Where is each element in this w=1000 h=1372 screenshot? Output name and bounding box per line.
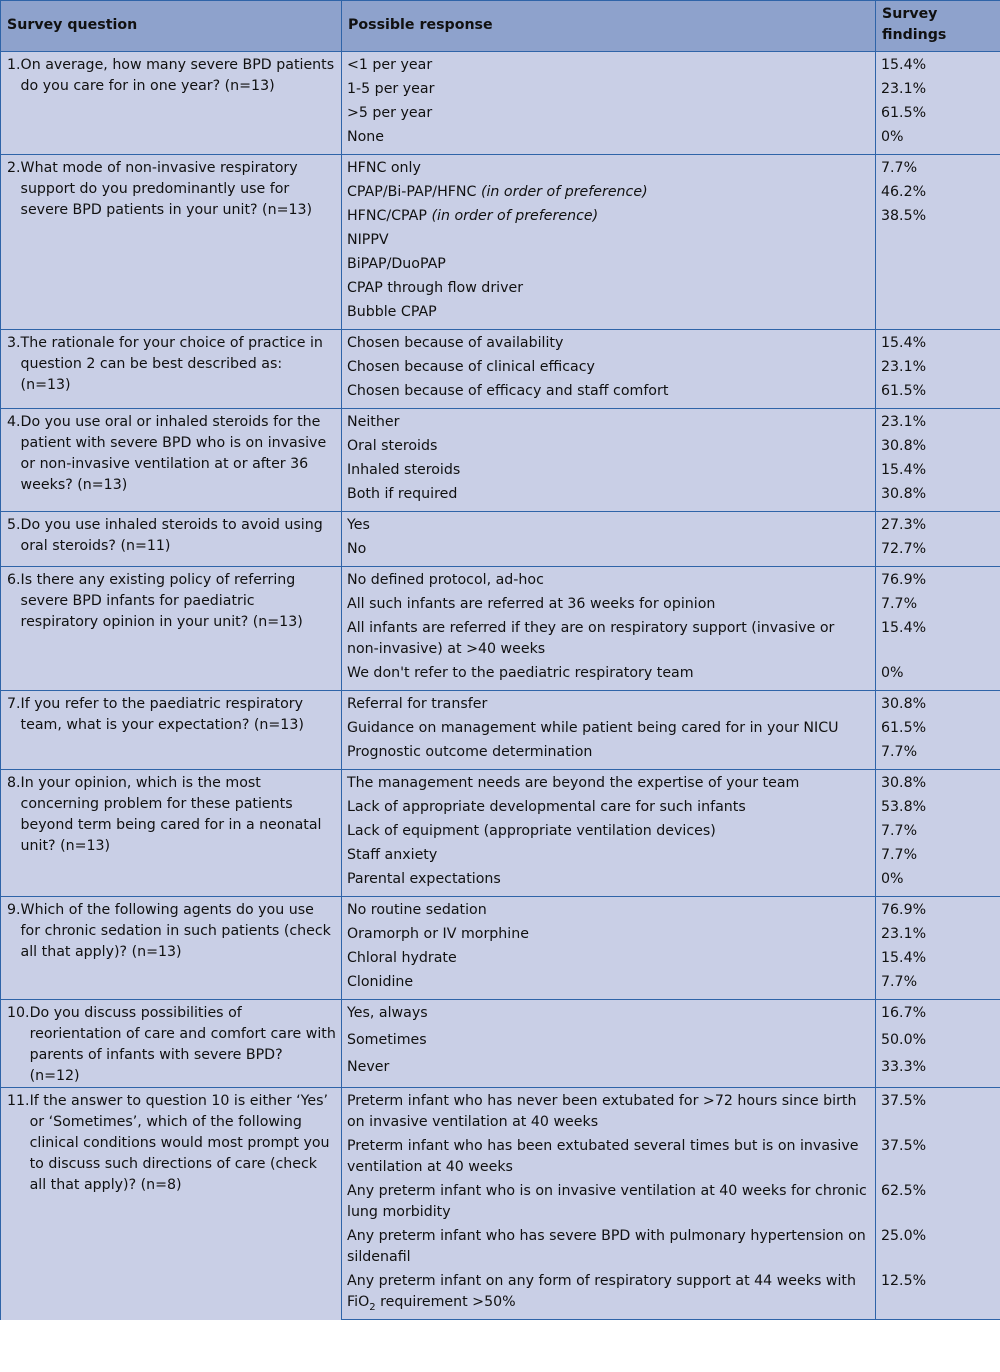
response-text: Guidance on management while patient being cared for in your NICU [347,720,839,736]
finding-value: 76.9% [881,572,927,588]
question-number: 7. [7,696,21,712]
response-text: Yes [347,517,370,533]
survey-finding-cell [876,253,1000,277]
finding-value: 7.7% [881,847,918,863]
question-number: 6. [7,572,21,588]
finding-value: 23.1% [881,926,927,942]
possible-response-cell [342,409,876,436]
response-text: Referral for transfer [347,696,488,712]
survey-finding-cell [876,1270,1000,1320]
finding-value: 33.3% [881,1058,927,1075]
response-text: 1-5 per year [347,81,435,97]
possible-response-cell [342,1225,876,1270]
finding-value: 61.5% [881,720,927,736]
response-note: (in order of preference) [480,184,648,200]
question-text: If you refer to the paediatric respiratory team, what is your expectation? (n=13) [20,696,304,733]
question-text: Which of the following agents do you use for chronic sedation in such patients (check all that apply)? (n=13) [20,902,331,960]
finding-value: 61.5% [881,383,927,399]
possible-response-cell [342,593,876,617]
finding-value: 53.8% [881,799,927,815]
survey-finding-cell [876,820,1000,844]
possible-response-cell [342,538,876,567]
survey-body [1,52,1000,1320]
finding-value: 30.8% [881,696,927,712]
survey-finding-cell [876,1029,1000,1056]
response-text: Prognostic outcome determination [347,744,593,760]
possible-response-cell [342,868,876,897]
response-text: Oramorph or IV morphine [347,926,529,942]
possible-response-cell [342,1135,876,1180]
survey-finding-cell [876,277,1000,301]
possible-response-cell [342,52,876,79]
table-row [1,330,1000,357]
possible-response-cell [342,483,876,512]
survey-finding-cell [876,567,1000,594]
survey-finding-cell [876,205,1000,229]
table-row [1,409,1000,436]
finding-value: 30.8% [881,438,927,454]
survey-finding-cell [876,617,1000,662]
response-text: Chosen because of efficacy and staff comfort [347,383,669,399]
survey-question-cell [1,1000,342,1088]
possible-response-cell [342,1270,876,1320]
survey-finding-cell [876,741,1000,770]
possible-response-cell [342,1088,876,1136]
finding-value: 7.7% [881,596,918,612]
finding-value: 25.0% [881,1228,927,1244]
question-text: On average, how many severe BPD patients do you care for in one year? (n=13) [20,57,335,94]
finding-value: 15.4% [881,620,927,636]
possible-response-cell [342,662,876,691]
question-text: Is there any existing policy of referring severe BPD infants for paediatric respiratory opinion in your unit? (n=13) [20,572,303,630]
response-text: CPAP/Bi-PAP/HFNC [347,184,477,200]
possible-response-cell [342,897,876,924]
table-row [1,52,1000,79]
finding-value: 15.4% [881,462,927,478]
response-text: HFNC/CPAP [347,208,427,224]
response-text: Chosen because of clinical efficacy [347,359,595,375]
response-text: Clonidine [347,974,414,990]
survey-finding-cell [876,102,1000,126]
question-number: 2. [7,160,21,176]
survey-question-cell [1,409,342,512]
finding-value: 0% [881,871,904,887]
possible-response-cell [342,923,876,947]
possible-response-cell [342,435,876,459]
response-text: We don't refer to the paediatric respiratory team [347,665,694,681]
table-row [1,1000,1000,1030]
possible-response-cell [342,1029,876,1056]
survey-finding-cell [876,796,1000,820]
survey-finding-cell [876,1225,1000,1270]
survey-finding-cell [876,717,1000,741]
response-text-tail: requirement >50% [375,1294,516,1310]
finding-value: 76.9% [881,902,927,918]
survey-question-cell [1,897,342,1000]
finding-value: 30.8% [881,775,927,791]
finding-value: 7.7% [881,744,918,760]
response-text: Chosen because of availability [347,335,564,351]
response-text: <1 per year [347,57,433,73]
question-number: 8. [7,775,21,791]
finding-value: 30.8% [881,486,927,502]
survey-question-cell [1,330,342,409]
question-number: 1. [7,57,21,73]
response-text: All such infants are referred at 36 weeks for opinion [347,596,716,612]
response-text: Preterm infant who has never been extubated for >72 hours since birth on invasive ventilation at 40 weeks [347,1093,857,1130]
survey-finding-cell [876,380,1000,409]
possible-response-cell [342,155,876,182]
survey-question-cell [1,770,342,897]
survey-finding-cell [876,126,1000,155]
finding-value: 23.1% [881,359,927,375]
survey-finding-cell [876,78,1000,102]
response-text: Neither [347,414,400,430]
possible-response-cell [342,229,876,253]
finding-value: 62.5% [881,1183,927,1199]
response-text: CPAP through flow driver [347,280,524,296]
survey-finding-cell [876,459,1000,483]
question-number: 10. [7,1005,30,1021]
survey-finding-cell [876,512,1000,539]
possible-response-cell [342,741,876,770]
response-text: Any preterm infant who is on invasive ventilation at 40 weeks for chronic lung morbidity [347,1183,867,1220]
response-text: Preterm infant who has been extubated several times but is on invasive ventilation at 40 weeks [347,1138,859,1175]
finding-value: 16.7% [881,1005,927,1021]
response-text: BiPAP/DuoPAP [347,256,446,272]
survey-finding-cell [876,1180,1000,1225]
finding-value: 0% [881,129,904,145]
possible-response-cell [342,181,876,205]
survey-question-cell [1,155,342,330]
question-number: 3. [7,335,21,351]
question-number: 4. [7,414,21,430]
survey-finding-cell [876,947,1000,971]
finding-value: 7.7% [881,974,918,990]
question-number: 5. [7,517,21,533]
question-number: 9. [7,902,21,918]
response-text: Parental expectations [347,871,501,887]
table-row [1,567,1000,594]
response-text: Staff anxiety [347,847,438,863]
possible-response-cell [342,356,876,380]
header-possible-response: Possible response [342,1,876,52]
response-text: All infants are referred if they are on respiratory support (invasive or non-invasive) at >40 weeks [347,620,835,657]
possible-response-cell [342,796,876,820]
finding-value: 37.5% [881,1093,927,1109]
survey-finding-cell [876,770,1000,797]
possible-response-cell [342,277,876,301]
finding-value: 12.5% [881,1273,927,1289]
question-text: In your opinion, which is the most concerning problem for these patients beyond term being cared for in a neonatal unit? (n=13) [20,775,322,854]
question-text: The rationale for your choice of practice in question 2 can be best described as: (n=13) [20,335,323,393]
response-text: No routine sedation [347,902,487,918]
possible-response-cell [342,512,876,539]
response-text: Bubble CPAP [347,304,437,320]
table-row [1,691,1000,718]
question-text: Do you discuss possibilities of reorientation of care and comfort care with parents of infants with severe BPD? (n=12) [29,1005,336,1084]
finding-value: 15.4% [881,57,927,73]
survey-finding-cell [876,1088,1000,1136]
response-note: (in order of preference) [431,208,599,224]
survey-question-cell [1,691,342,770]
response-text: Lack of equipment (appropriate ventilation devices) [347,823,716,839]
question-text: Do you use oral or inhaled steroids for the patient with severe BPD who is on invasive or non-invasive ventilation at or after 36 weeks? (n=13) [20,414,327,493]
table-row [1,897,1000,924]
response-text: Any preterm infant on any form of respiratory support at 44 weeks with FiO [347,1273,856,1310]
finding-value: 7.7% [881,160,918,176]
survey-finding-cell [876,868,1000,897]
response-subscript: 2 [369,1301,376,1313]
possible-response-cell [342,102,876,126]
finding-value: 27.3% [881,517,927,533]
finding-value: 50.0% [881,1032,927,1049]
finding-value: 72.7% [881,541,927,557]
question-text: Do you use inhaled steroids to avoid using oral steroids? (n=11) [20,517,323,554]
possible-response-cell [342,844,876,868]
possible-response-cell [342,253,876,277]
response-text: Yes, always [347,1005,428,1021]
finding-value: 37.5% [881,1138,927,1154]
survey-finding-cell [876,691,1000,718]
survey-question-cell [1,567,342,691]
finding-value: 23.1% [881,414,927,430]
finding-value: 38.5% [881,208,927,224]
response-text: The management needs are beyond the expertise of your team [347,775,800,791]
finding-value: 15.4% [881,335,927,351]
finding-value: 46.2% [881,184,927,200]
response-text: Oral steroids [347,438,438,454]
survey-finding-cell [876,1135,1000,1180]
header-survey-findings: Survey findings [876,1,1000,52]
response-text: Both if required [347,486,458,502]
possible-response-cell [342,617,876,662]
survey-question-cell [1,1088,342,1320]
response-text: Never [347,1058,390,1075]
finding-value: 61.5% [881,105,927,121]
table-row [1,155,1000,182]
possible-response-cell [342,301,876,330]
possible-response-cell [342,205,876,229]
survey-finding-cell [876,483,1000,512]
survey-finding-cell [876,356,1000,380]
survey-question-cell [1,52,342,155]
possible-response-cell [342,459,876,483]
header-row [1,1,1000,52]
possible-response-cell [342,691,876,718]
possible-response-cell [342,1180,876,1225]
survey-finding-cell [876,971,1000,1000]
survey-finding-cell [876,435,1000,459]
possible-response-cell [342,126,876,155]
possible-response-cell [342,770,876,797]
possible-response-cell [342,380,876,409]
survey-finding-cell [876,181,1000,205]
survey-finding-cell [876,330,1000,357]
response-text: >5 per year [347,105,433,121]
survey-finding-cell [876,1056,1000,1088]
possible-response-cell [342,971,876,1000]
finding-value: 7.7% [881,823,918,839]
question-text: If the answer to question 10 is either ‘Yes’ or ‘Sometimes’, which of the following clinical conditions would most prompt you to discuss such directions of care (check all that apply)? (n=8) [29,1093,330,1193]
response-text: Inhaled steroids [347,462,461,478]
response-text: Any preterm infant who has severe BPD with pulmonary hypertension on sildenafil [347,1228,866,1265]
response-text: No defined protocol, ad-hoc [347,572,544,588]
finding-value: 23.1% [881,81,927,97]
survey-finding-cell [876,229,1000,253]
survey-finding-cell [876,897,1000,924]
survey-finding-cell [876,52,1000,79]
possible-response-cell [342,820,876,844]
survey-finding-cell [876,1000,1000,1030]
survey-finding-cell [876,301,1000,330]
response-text: HFNC only [347,160,421,176]
table-row [1,770,1000,797]
finding-value: 0% [881,665,904,681]
survey-finding-cell [876,593,1000,617]
possible-response-cell [342,1056,876,1088]
possible-response-cell [342,717,876,741]
survey-finding-cell [876,538,1000,567]
response-text: NIPPV [347,232,389,248]
response-text: Lack of appropriate developmental care for such infants [347,799,746,815]
question-text: What mode of non-invasive respiratory support do you predominantly use for severe BPD patients in your unit? (n=13) [20,160,313,218]
possible-response-cell [342,947,876,971]
possible-response-cell [342,1000,876,1030]
question-number: 11. [7,1093,30,1109]
table-row [1,1088,1000,1136]
response-text: Chloral hydrate [347,950,457,966]
possible-response-cell [342,567,876,594]
response-text: Sometimes [347,1032,427,1049]
survey-finding-cell [876,155,1000,182]
survey-finding-cell [876,409,1000,436]
table-row [1,512,1000,539]
possible-response-cell [342,78,876,102]
finding-value: 15.4% [881,950,927,966]
survey-question-cell [1,512,342,567]
response-text: No [347,541,367,557]
survey-finding-cell [876,923,1000,947]
response-text: None [347,129,385,145]
possible-response-cell [342,330,876,357]
survey-finding-cell [876,844,1000,868]
survey-finding-cell [876,662,1000,691]
header-survey-question: Survey question [1,1,342,52]
